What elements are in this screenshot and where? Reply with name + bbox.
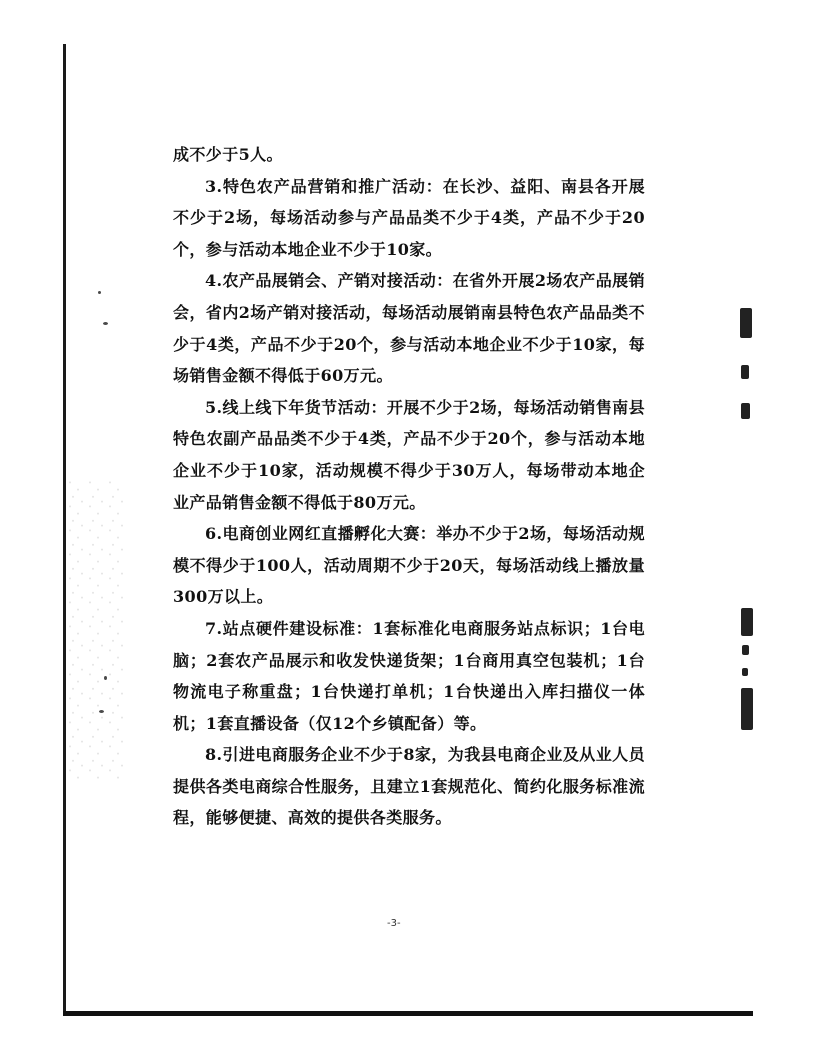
- binding-edge-mark: [742, 645, 749, 655]
- binding-edge-mark: [740, 308, 752, 338]
- paragraph-continuation: 成不少于5人。: [173, 145, 283, 164]
- binding-edge-mark: [741, 688, 753, 730]
- paragraph-item-6: 6.电商创业网红直播孵化大赛：举办不少于2场，每场活动规模不得少于100人，活动周期不少于20天，每场活动线上播放量300万以上。: [173, 524, 645, 607]
- paragraph-item-5: 5.线上线下年货节活动：开展不少于2场，每场活动销售南县特色农副产品品类不少于4类，产品不少于20个，参与活动本地企业不少于10家，活动规模不得少于30万人，每场带动本地企业产品销售金额不得低于80万元。: [173, 397, 645, 512]
- binding-edge-mark: [742, 668, 748, 676]
- binding-edge-mark: [741, 608, 753, 636]
- paragraph-item-8: 8.引进电商服务企业不少于8家，为我县电商企业及从业人员提供各类电商综合性服务，且建立1套规范化、简约化服务标准流程，能够便捷、高效的提供各类服务。: [173, 745, 645, 828]
- scan-speck: [104, 676, 107, 680]
- bottom-margin-rule: [63, 1011, 753, 1016]
- scan-speck: [98, 291, 101, 294]
- binding-edge-mark: [741, 365, 749, 379]
- scan-speck: [103, 322, 108, 325]
- paragraph-item-3: 3.特色农产品营销和推广活动：在长沙、益阳、南县各开展不少于2场，每场活动参与产品品类不少于4类，产品不少于20个，参与活动本地企业不少于10家。: [173, 176, 645, 259]
- scan-speck: [99, 710, 104, 713]
- body-text: [173, 139, 645, 834]
- paragraph-item-4: 4.农产品展销会、产销对接活动：在省外开展2场农产品展销会，省内2场产销对接活动，每场活动展销南县特色农产品品类不少于4类，产品不少于20个，参与活动本地企业不少于10家，每场销售金额不得低于60万元。: [173, 271, 645, 386]
- page-number: -3-: [387, 918, 401, 929]
- scan-noise: [66, 480, 126, 780]
- binding-edge-mark: [741, 403, 750, 419]
- paragraph-item-7: 7.站点硬件建设标准：1套标准化电商服务站点标识；1台电脑；2套农产品展示和收发快递货架；1台商用真空包装机；1台物流电子称重盘；1台快递打单机；1台快递出入库扫描仪一体机；1套直播设备（仅12个乡镇配备）等。: [173, 618, 645, 733]
